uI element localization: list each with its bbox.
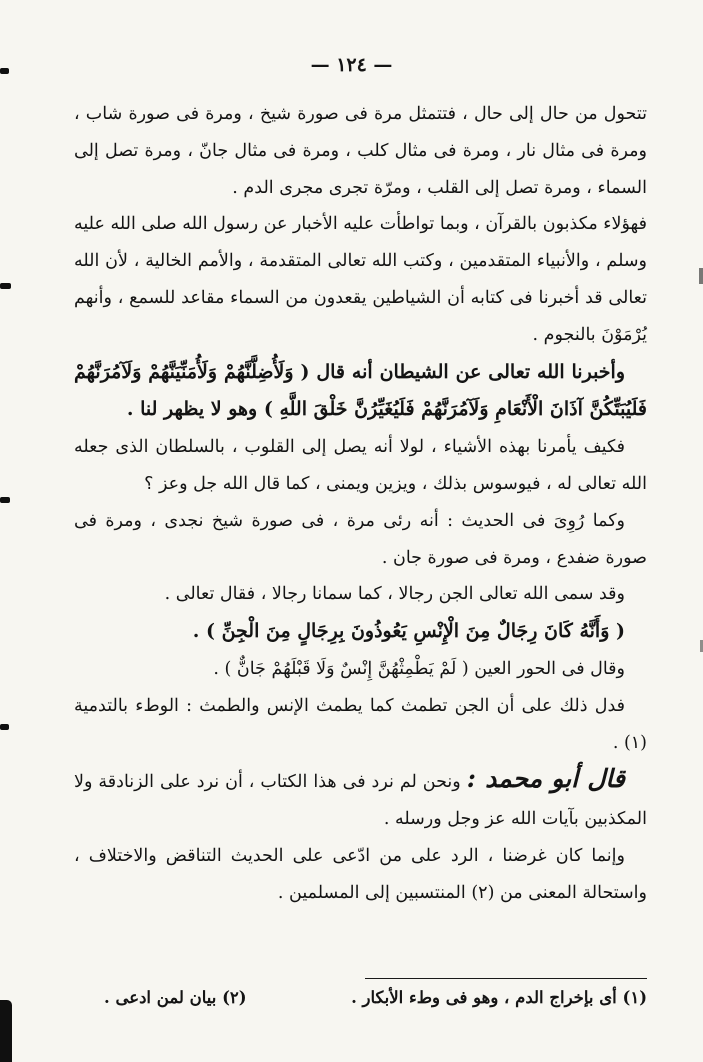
paragraph-7-quran	[74, 613, 647, 651]
paragraph-10-text: ونحن لم نرد فى هذا الكتاب ، أن نرد على الزنادقة ولا المكذبين بآيات الله عز وجل ورسله .	[74, 772, 647, 830]
page-number: — ١٢٤ —	[310, 54, 393, 76]
quran-verse-rijal: ( وَأَنَّهُ كَانَ رِجَالٌ مِنَ الْإِنْسِ يَعُوذُونَ بِرِجَالٍ مِنَ الْجِنِّ ) .	[192, 620, 625, 643]
footnotes	[104, 985, 647, 1011]
paragraph-1: تتحول من حال إلى حال ، فتتمثل مرة فى صورة شيخ ، ومرة فى صورة شاب ، ومرة فى مثال نار ، ومرة فى مثال كلب ، ومرة فى مثال جانّ ، ومرة تصل إلى السماء ، ومرة تصل إلى القلب ، ومرّة تجرى مجرى الدم .	[74, 104, 647, 198]
scan-mark-left-3	[0, 497, 10, 503]
quran-verse-shaitan: وأخبرنا الله تعالى عن الشيطان أنه قال ( وَلَأُضِلَّنَّهُمْ وَلَأُمَنِّيَنَّهُمْ وَلَآمُرَنَّهُمْ فَلَيُبَتِّكُنَّ آذَانَ الْأَنْعَامِ وَلَآمُرَنَّهُمْ فَلَيُغَيِّرُنَّ خَلْقَ اللَّهِ ) وهو لا يظهر لنا .	[74, 360, 647, 421]
section-heading: قال أبو محمد :	[466, 764, 625, 794]
paragraph-6: وقد سمى الله تعالى الجن رجالا ، كما سمانا رجالا ، فقال تعالى .	[164, 584, 625, 605]
paragraph-9: فدل ذلك على أن الجن تطمث كما يطمث الإنس والطمث : الوطء بالتدمية (١) .	[74, 695, 647, 753]
scan-mark-left-bottom	[0, 1000, 12, 1062]
scan-mark-left-2	[0, 283, 11, 289]
footnote-2: (٢) بيان لمن ادعى .	[104, 988, 247, 1007]
paragraph-4: فكيف يأمرنا بهذه الأشياء ، لولا أنه يصل إلى القلوب ، بالسلطان الذى جعله الله تعالى له ، فيوسوس بذلك ، ويزين ويمنى ، كما قال الله جل وعز ؟	[74, 437, 647, 494]
paragraph-3-quran	[74, 354, 647, 430]
body-text	[74, 96, 647, 912]
scan-mark-left-4	[0, 724, 9, 730]
paragraph-8: وقال فى الحور العين ( لَمْ يَطْمِثْهُنَّ إِنْسٌ وَلَا قَبْلَهُمْ جَانٌّ ) .	[213, 658, 625, 679]
paragraph-2: فهؤلاء مكذبون بالقرآن ، وبما تواطأت عليه الأخبار عن رسول الله صلى الله عليه وسلم ، والأنبياء المتقدمين ، وكتب الله تعالى المتقدمة ، والأمم الخالية ، لأن الله تعالى قد أخبرنا فى كتابه أن الشياطين يقعدون من السماء مقاعد للسمع ، وأنهم يُرْمَوْنَ بالنجوم .	[74, 214, 647, 345]
scan-mark-left-1	[0, 68, 9, 74]
scan-mark-right-1	[699, 268, 703, 284]
footnote-divider	[365, 978, 647, 979]
footnote-1: (١) أى بإخراج الدم ، وهو فى وطء الأبكار .	[351, 988, 647, 1007]
paragraph-5: وكما رُوِىَ فى الحديث : أنه رئى مرة ، فى صورة شيخ نجدى ، ومرة فى صورة ضفدع ، ومرة فى صورة جان .	[74, 510, 647, 568]
paragraph-11: وإنما كان غرضنا ، الرد على من ادّعى على الحديث التناقض والاختلاف ، واستحالة المعنى من (٢) المنتسبين إلى المسلمين .	[74, 845, 647, 903]
paragraph-10	[74, 761, 647, 838]
